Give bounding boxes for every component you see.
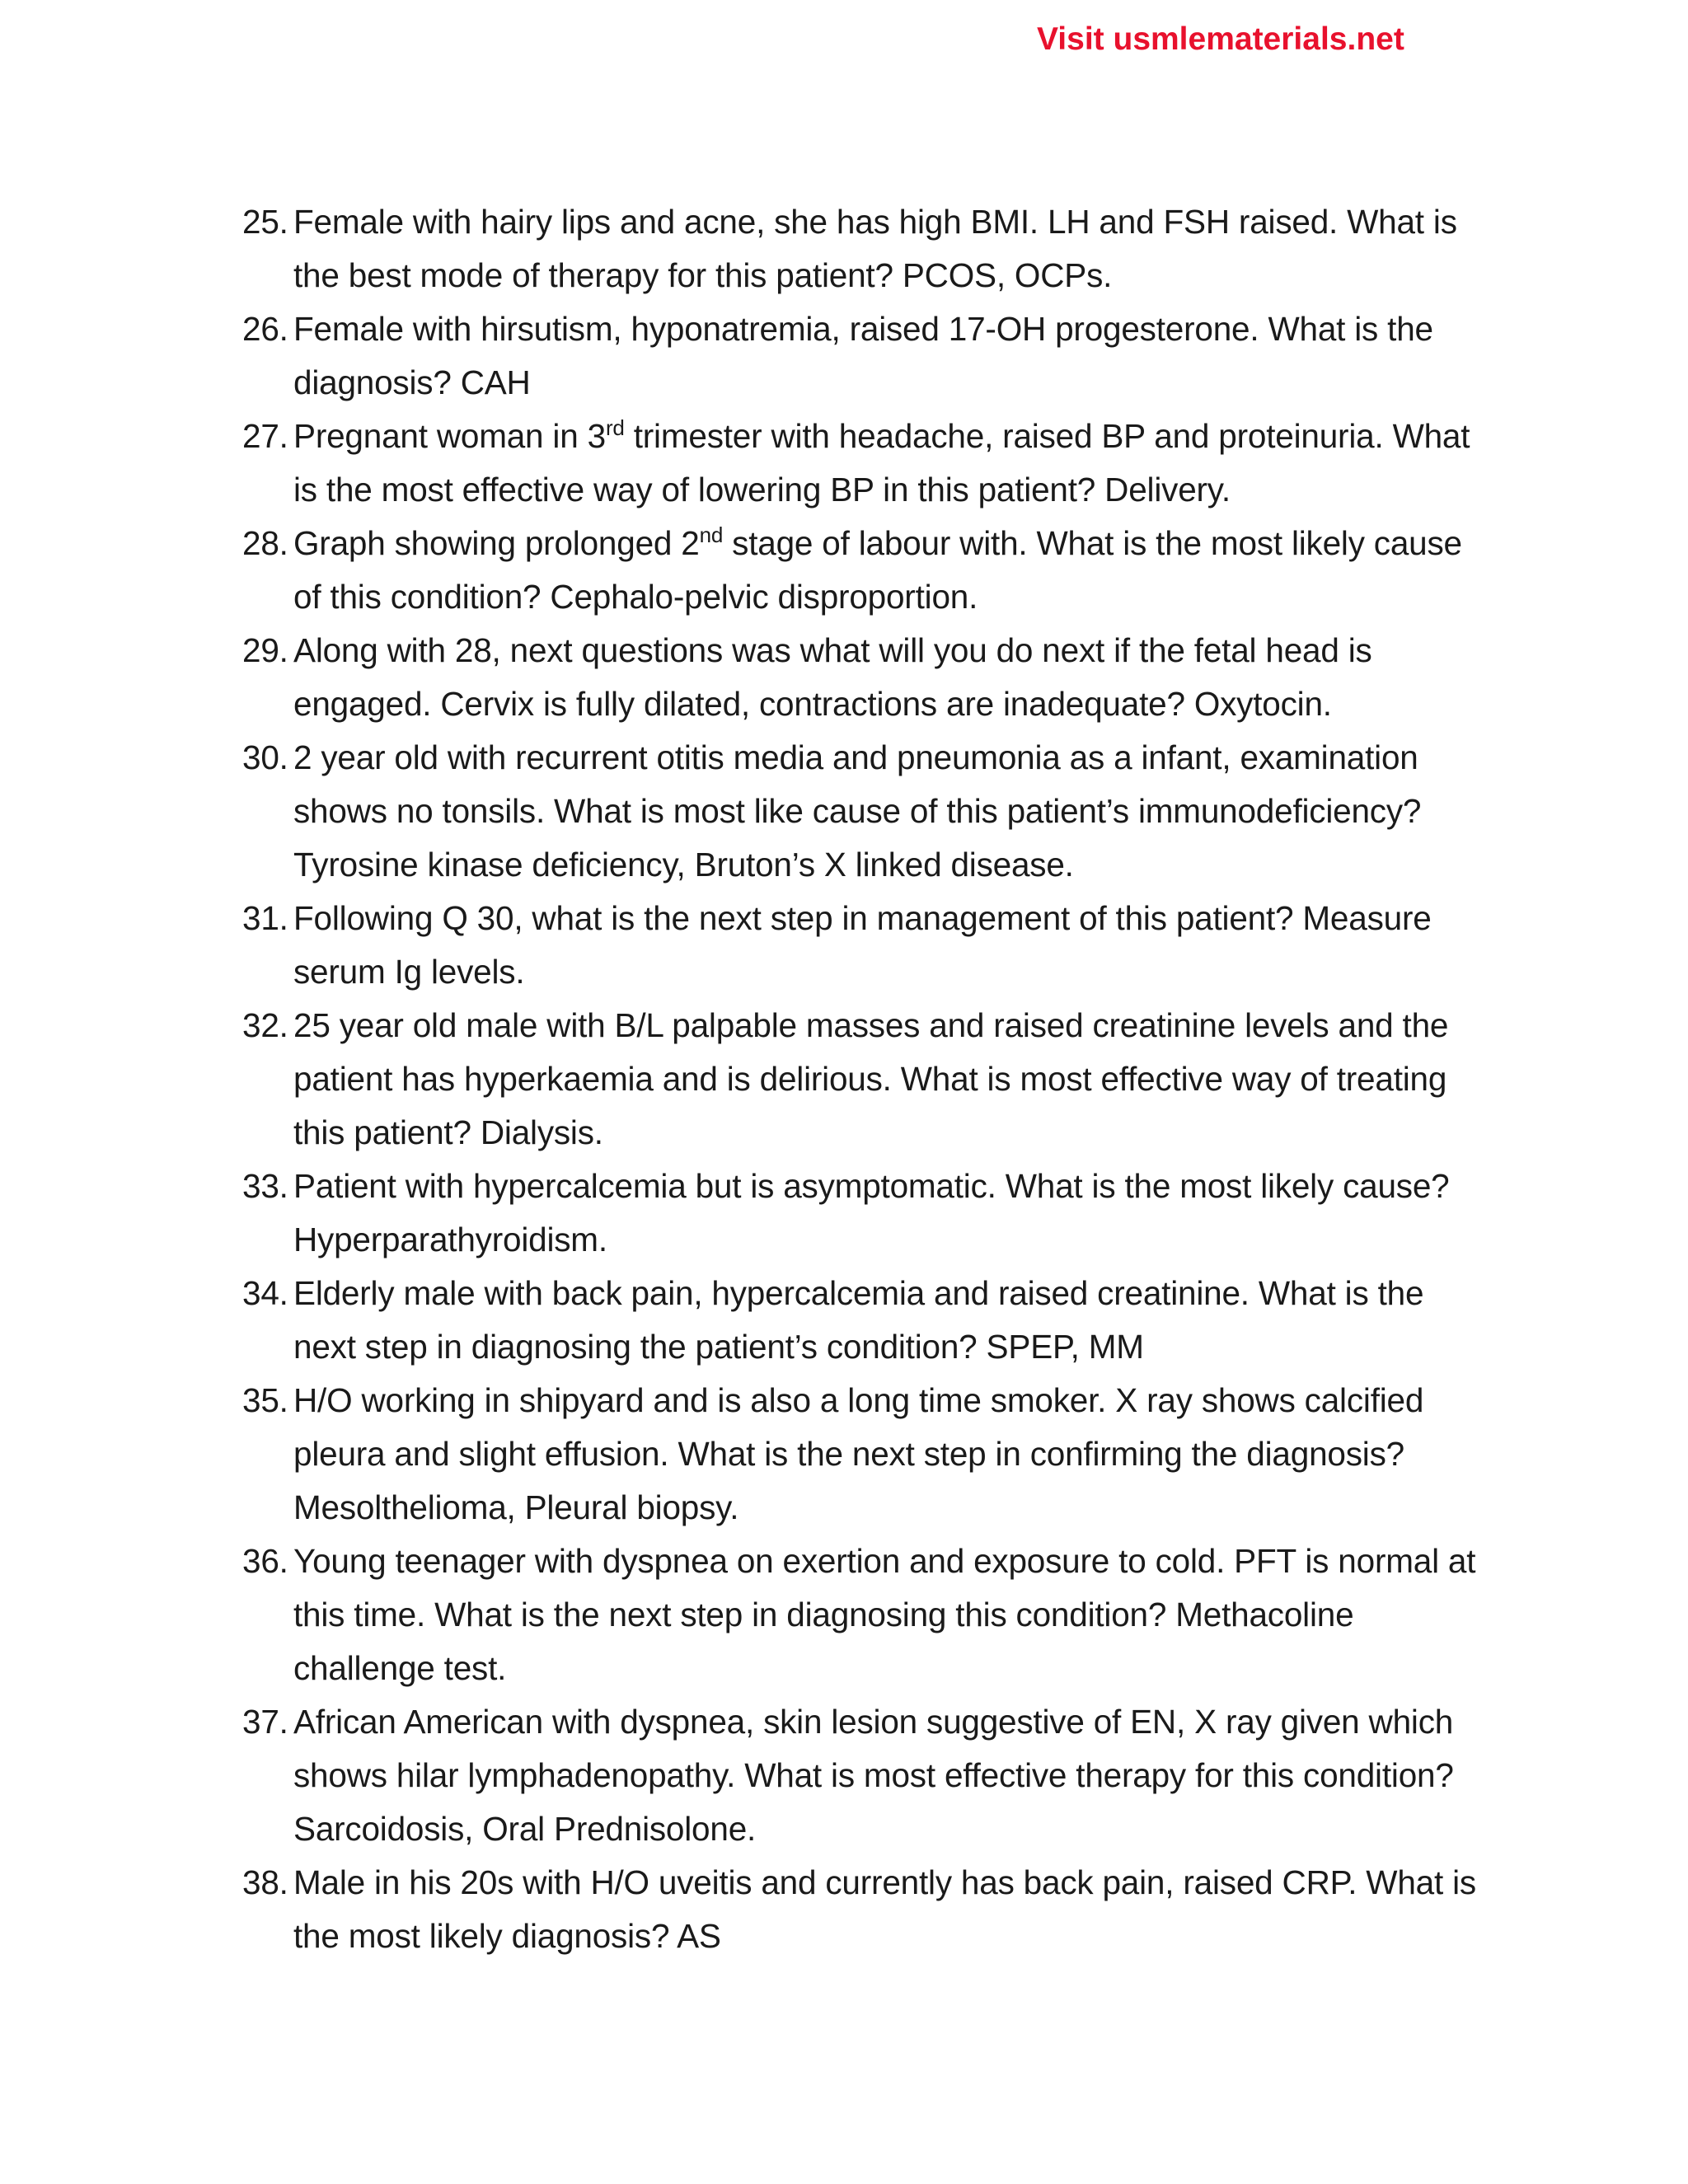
question-text-end: stage of labour with. What is the most likely cause of this condition? Cephalo-pelvic disproportion. <box>293 524 1462 616</box>
question-number: 38. <box>242 1863 288 1901</box>
list-item <box>242 302 1495 410</box>
list-item <box>242 1535 1495 1695</box>
question-number: 27. <box>242 417 288 455</box>
question-list <box>242 195 1495 1963</box>
question-text: Male in his 20s with H/O uveitis and currently has back pain, raised CRP. What is the most likely diagnosis? AS <box>293 1863 1476 1955</box>
question-text: Following Q 30, what is the next step in management of this patient? Measure serum Ig levels. <box>293 899 1432 991</box>
list-item <box>242 1695 1495 1856</box>
question-number: 31. <box>242 899 288 937</box>
list-item <box>242 195 1495 302</box>
question-text: Patient with hypercalcemia but is asymptomatic. What is the most likely cause? Hyperparathyroidism. <box>293 1167 1450 1258</box>
list-item <box>242 517 1495 624</box>
question-number: 34. <box>242 1274 288 1312</box>
ordinal-superscript: nd <box>699 523 724 547</box>
list-item <box>242 1267 1495 1374</box>
list-item <box>242 1856 1495 1963</box>
question-text-start: Pregnant woman in 3 <box>293 417 606 455</box>
question-text: Female with hirsutism, hyponatremia, raised 17-OH progesterone. What is the diagnosis? CAH <box>293 310 1433 401</box>
question-text: Along with 28, next questions was what will you do next if the fetal head is engaged. Cervix is fully dilated, contractions are inadequate? Oxytocin. <box>293 631 1372 723</box>
question-number: 36. <box>242 1542 288 1580</box>
list-item <box>242 731 1495 892</box>
question-text: Young teenager with dyspnea on exertion and exposure to cold. PFT is normal at this time. What is the next step in diagnosing this condition? Methacoline challenge test. <box>293 1542 1476 1687</box>
question-text: 25 year old male with B/L palpable masses and raised creatinine levels and the patient has hyperkaemia and is delirious. What is most effective way of treating this patient? Dialysis. <box>293 1006 1449 1151</box>
ordinal-superscript: rd <box>605 415 625 440</box>
question-number: 30. <box>242 738 288 776</box>
list-item <box>242 1160 1495 1267</box>
question-text-start: Graph showing prolonged 2 <box>293 524 700 562</box>
list-item <box>242 624 1495 731</box>
question-number: 32. <box>242 1006 288 1044</box>
question-text-end: trimester with headache, raised BP and proteinuria. What is the most effective way of lowering BP in this patient? Delivery. <box>293 417 1470 509</box>
question-number: 25. <box>242 203 288 241</box>
list-item <box>242 410 1495 517</box>
question-text: 2 year old with recurrent otitis media and pneumonia as a infant, examination shows no tonsils. What is most like cause of this patient’s immunodeficiency? Tyrosine kinase deficiency, Bruton’s X linked disease. <box>293 738 1422 883</box>
question-number: 35. <box>242 1381 288 1419</box>
question-number: 29. <box>242 631 288 669</box>
list-item <box>242 892 1495 999</box>
question-text: H/O working in shipyard and is also a long time smoker. X ray shows calcified pleura and slight effusion. What is the next step in confirming the diagnosis? Mesolthelioma, Pleural biopsy. <box>293 1381 1424 1526</box>
question-number: 33. <box>242 1167 288 1205</box>
question-text: Female with hairy lips and acne, she has high BMI. LH and FSH raised. What is the best mode of therapy for this patient? PCOS, OCPs. <box>293 203 1457 294</box>
question-number: 26. <box>242 310 288 348</box>
question-text: Elderly male with back pain, hypercalcemia and raised creatinine. What is the next step in diagnosing the patient’s condition? SPEP, MM <box>293 1274 1424 1366</box>
question-number: 37. <box>242 1703 288 1741</box>
website-link[interactable]: Visit usmlematerials.net <box>1037 21 1404 57</box>
list-item <box>242 1374 1495 1535</box>
question-number: 28. <box>242 524 288 562</box>
list-item <box>242 999 1495 1160</box>
question-text: African American with dyspnea, skin lesion suggestive of EN, X ray given which shows hilar lymphadenopathy. What is most effective therapy for this condition? Sarcoidosis, Oral Prednisolone. <box>293 1703 1454 1848</box>
